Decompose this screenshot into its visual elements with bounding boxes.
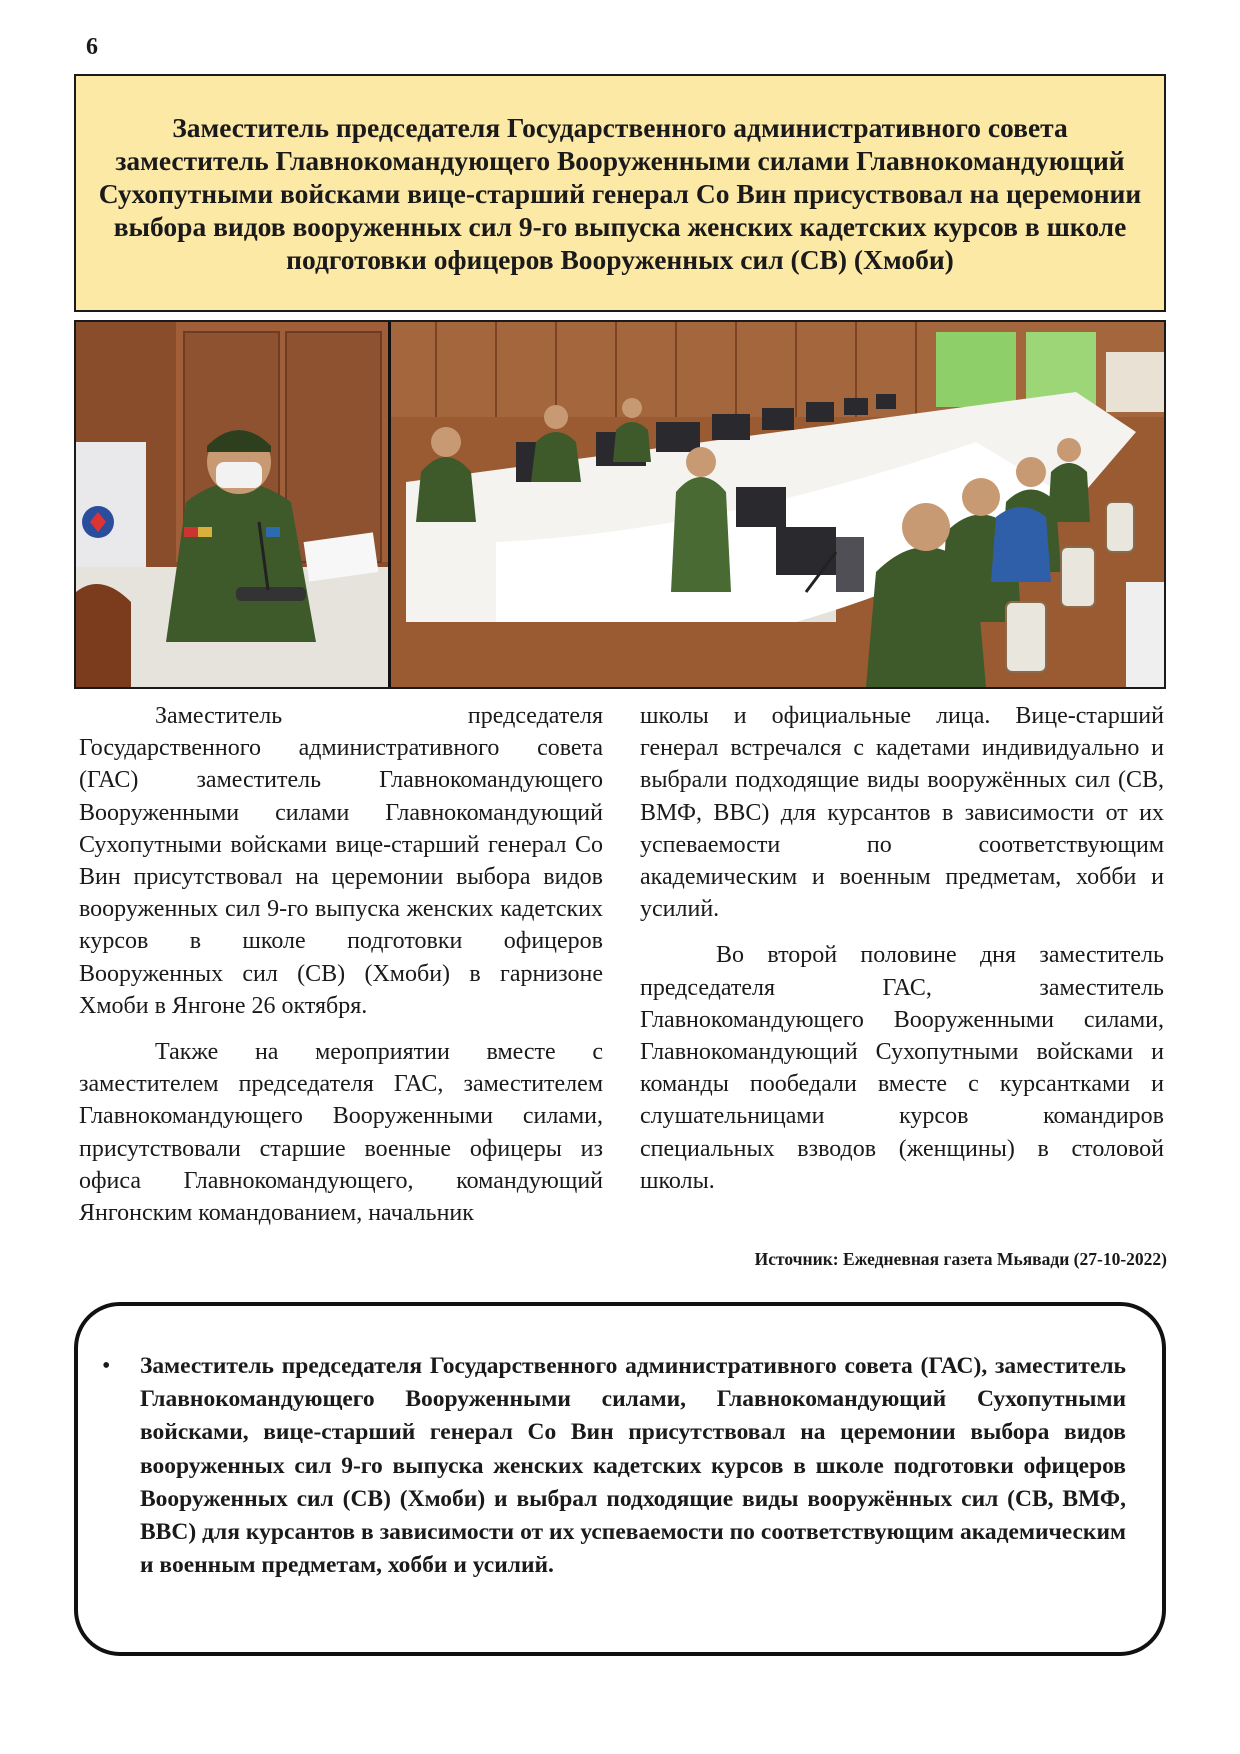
event-photo: [74, 320, 1166, 689]
article-title: Заместитель председателя Государственного административного совета заместитель Главнокомандующего Вооруженными силами Главнокомандующий Сухопутными войсками вице-старший генерал Со Вин присуствовал на церемонии выбора видов вооруженных сил 9-го выпуска женских кадетских курсов в школе подготовки офицеров Вооруженных сил (СВ) (Хмоби): [98, 111, 1142, 275]
article-column-left: [79, 700, 603, 1229]
page-number: 6: [86, 34, 98, 60]
source-citation: Источник: Ежедневная газета Мьявади (27-10-2022): [754, 1249, 1167, 1269]
photo-icon: [76, 322, 1164, 687]
article-paragraph: Также на мероприятии вместе с заместителем председателя ГАС, заместителем Главнокомандующего Вооруженными силами, присутствовали старшие военные офицеры из офиса Главнокомандующего, командующий Янгонским командованием, начальник: [79, 1039, 603, 1227]
article-paragraph: Во второй половине дня заместитель председателя ГАС, заместитель Главнокомандующего Вооруженными силами, Главнокомандующий Сухопутными войсками и команды пообедали вместе с курсантками и слушательницами курсов командиров специальных взводов (женщины) в столовой школы.: [640, 942, 1164, 1194]
article-column-right: [640, 700, 1164, 1197]
summary-list: [102, 1350, 1126, 1582]
article-paragraph: школы и официальные лица. Вице-старший генерал встречался с кадетами индивидуально и выбрали подходящие виды вооружённых сил (СВ, ВМФ, ВВС) для курсантов в зависимости от их успеваемости по соответствующим академическим и военным предметам, хобби и усилий.: [640, 703, 1164, 923]
summary-text: Заместитель председателя Государственного административного совета (ГАС), заместитель Главнокомандующего Вооруженными силами, Главнокомандующий Сухопутными войсками, вице-старший генерал Со Вин присутствовал на церемонии выбора видов вооруженных сил 9-го выпуска женских кадетских курсов в школе подготовки офицеров Вооруженных сил (СВ) (Хмоби) и выбрал подходящие виды вооружённых сил (СВ, ВМФ, ВВС) для курсантов в зависимости от их успеваемости по соответствующим академическим и военным предметам, хобби и усилий.: [140, 1353, 1126, 1579]
article-paragraph: Заместитель председателя Государственного административного совета (ГАС) заместитель Главнокомандующего Вооруженными силами Главнокомандующий Сухопутными войсками вице-старший генерал Со Вин присутствовал на церемонии выбора видов вооруженных сил 9-го выпуска женских кадетских курсов в школе подготовки офицеров Вооруженных сил (СВ) (Хмоби) в гарнизоне Хмоби в Янгоне 26 октября.: [79, 703, 603, 1019]
right-photo: [391, 322, 1164, 687]
left-photo: [76, 322, 388, 687]
summary-box: [74, 1302, 1166, 1656]
title-box: [74, 74, 1166, 312]
bullet-icon: •: [102, 1353, 111, 1379]
summary-item: [102, 1350, 1126, 1582]
